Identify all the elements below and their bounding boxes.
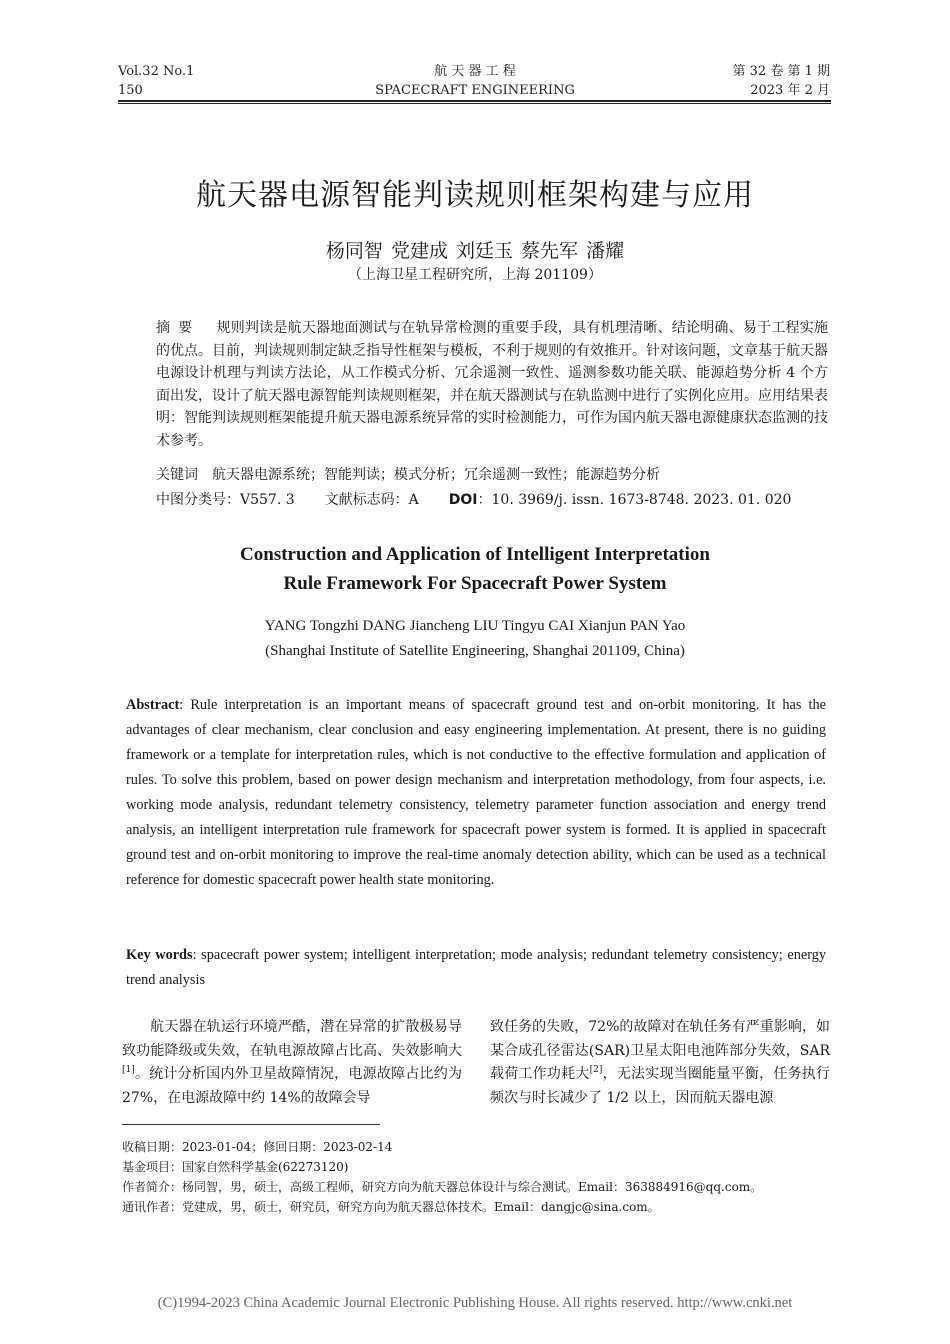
- authors-cn: 杨同智 党建成 刘廷玉 蔡先军 潘耀: [325, 240, 625, 262]
- clc-code: 中图分类号：V557. 3: [156, 492, 295, 508]
- abstract-cn: [156, 317, 828, 452]
- abstract-en: [126, 693, 826, 893]
- header-date-cn: 2023 年 2 月: [750, 83, 830, 98]
- paper-title-en-line2: Rule Framework For Spacecraft Power System: [283, 573, 667, 594]
- authors-en: YANG Tongzhi DANG Jiancheng LIU Tingyu CAI Xianjun PAN Yao: [264, 618, 686, 634]
- affiliation-cn: （上海卫星工程研究所，上海 201109）: [348, 267, 602, 283]
- body-left-text-b: 。统计分析国内外卫星故障情况，电源故障占比约为 27%，在电源故障中约 14%的故障会导: [122, 1066, 462, 1106]
- header-rule-thin: [118, 103, 831, 104]
- header-page-number: 150: [118, 83, 143, 98]
- keywords-cn: [156, 464, 660, 486]
- copyright-footer: (C)1994-2023 China Academic Journal Electronic Publishing House. All rights reserved. http://www.cnki.net: [157, 1295, 793, 1311]
- abstract-cn-text: 规则判读是航天器地面测试与在轨异常检测的重要手段，具有机理清晰、结论明确、易于工程实施的优点。目前，判读规则制定缺乏指导性框架与模板，不利于规则的有效推开。针对该问题，文章基于航天器电源设计机理与判读方法论，从工作模式分析、冗余遥测一致性、遥测参数功能关联、能源趋势分析 4 个方面出发，设计了航天器电源智能判读规则框架，并在航天器测试与在轨监测中进行了实例化应用。应用结果表明：智能判读规则框架能提升航天器电源系统异常的实时检测能力，可作为国内航天器电源健康状态监测的技术参考。: [156, 320, 829, 449]
- footnote-received: 收稿日期：2023-01-04；修回日期：2023-02-14: [122, 1140, 393, 1154]
- citation-ref-1[interactable]: [1]: [122, 1065, 135, 1075]
- keywords-en-label: Key words: [126, 947, 193, 963]
- abstract-cn-label: 摘要: [156, 320, 201, 336]
- doi-value[interactable]: ：10. 3969/j. issn. 1673-8748. 2023. 01. 020: [477, 492, 792, 508]
- body-column-right: [490, 1016, 830, 1110]
- header-journal-cn: 航 天 器 工 程: [434, 64, 516, 79]
- footnote-rule: [122, 1124, 380, 1125]
- paper-title-cn: 航天器电源智能判读规则框架构建与应用: [196, 178, 754, 213]
- paper-title-en: [0, 540, 950, 598]
- keywords-en-text: : spacecraft power system; intelligent interpretation; mode analysis; redundant telemetry consistency; energy trend analysis: [126, 947, 826, 988]
- header-rule: [118, 100, 831, 102]
- footnote-fund: 基金项目：国家自然科学基金(62273120): [122, 1160, 349, 1174]
- paper-title-en-line1: Construction and Application of Intelligent Interpretation: [240, 544, 710, 565]
- affiliation-en: (Shanghai Institute of Satellite Engineering, Shanghai 201109, China): [265, 643, 685, 659]
- classification-line: [156, 489, 791, 511]
- body-left-text-a: 航天器在轨运行环境严酷，潜在异常的扩散极易导致功能降级或失效，在轨电源故障占比高、失效影响大: [122, 1019, 462, 1059]
- footnote-corresponding: 通讯作者：党建成，男，硕士，研究员，研究方向为航天器总体技术。Email：dangjc@sina.com。: [122, 1200, 660, 1214]
- body-column-left: [122, 1016, 462, 1110]
- footnote-author-bio: 作者简介：杨同智，男，硕士，高级工程师，研究方向为航天器总体设计与综合测试。Email：363884916@qq.com。: [122, 1180, 763, 1194]
- body-right-text-b: ，无法实现当圈能量平衡，任务执行频次与时长减少了 1/2 以上，因而航天器电源: [490, 1066, 831, 1106]
- keywords-en: [126, 943, 826, 993]
- abstract-en-label: Abstract: [126, 697, 180, 713]
- body-right-text-a: 致任务的失败，72%的故障对在轨任务有严重影响，如某合成孔径雷达(SAR)卫星太阳电池阵部分失效，SAR 载荷工作功耗大: [490, 1019, 830, 1082]
- citation-ref-2[interactable]: [2]: [589, 1065, 603, 1075]
- header-volume-issue: Vol.32 No.1: [118, 64, 195, 79]
- keywords-cn-text: 航天器电源系统；智能判读；模式分析；冗余遥测一致性；能源趋势分析: [212, 467, 660, 483]
- keywords-cn-label: 关键词: [156, 467, 198, 483]
- document-code: 文献标志码：A: [324, 492, 419, 508]
- abstract-en-text: : Rule interpretation is an important means of spacecraft ground test and on-orbit monitoring. It has the advantages of clear mechanism, clear conclusion and easy engineering implementation. At present, there is no guiding framework or a template for interpretation rules, which is not conductive to the effective formulation and application of rules. To solve this problem, based on power design mechanism and interpretation methodology, from four aspects, i.e. working mode analysis, redundant telemetry consistency, telemetry parameter function association and energy trend analysis, an intelligent interpretation rule framework for spacecraft power system is formed. It is applied in spacecraft ground test and on-orbit monitoring to improve the real-time anomaly detection ability, which can be used as a technical reference for domestic spacecraft power health state monitoring.: [126, 697, 826, 888]
- doi-label: DOI: [448, 492, 478, 508]
- header-issue-cn: 第 32 卷 第 1 期: [732, 64, 830, 79]
- header-journal-en: SPACECRAFT ENGINEERING: [375, 83, 575, 98]
